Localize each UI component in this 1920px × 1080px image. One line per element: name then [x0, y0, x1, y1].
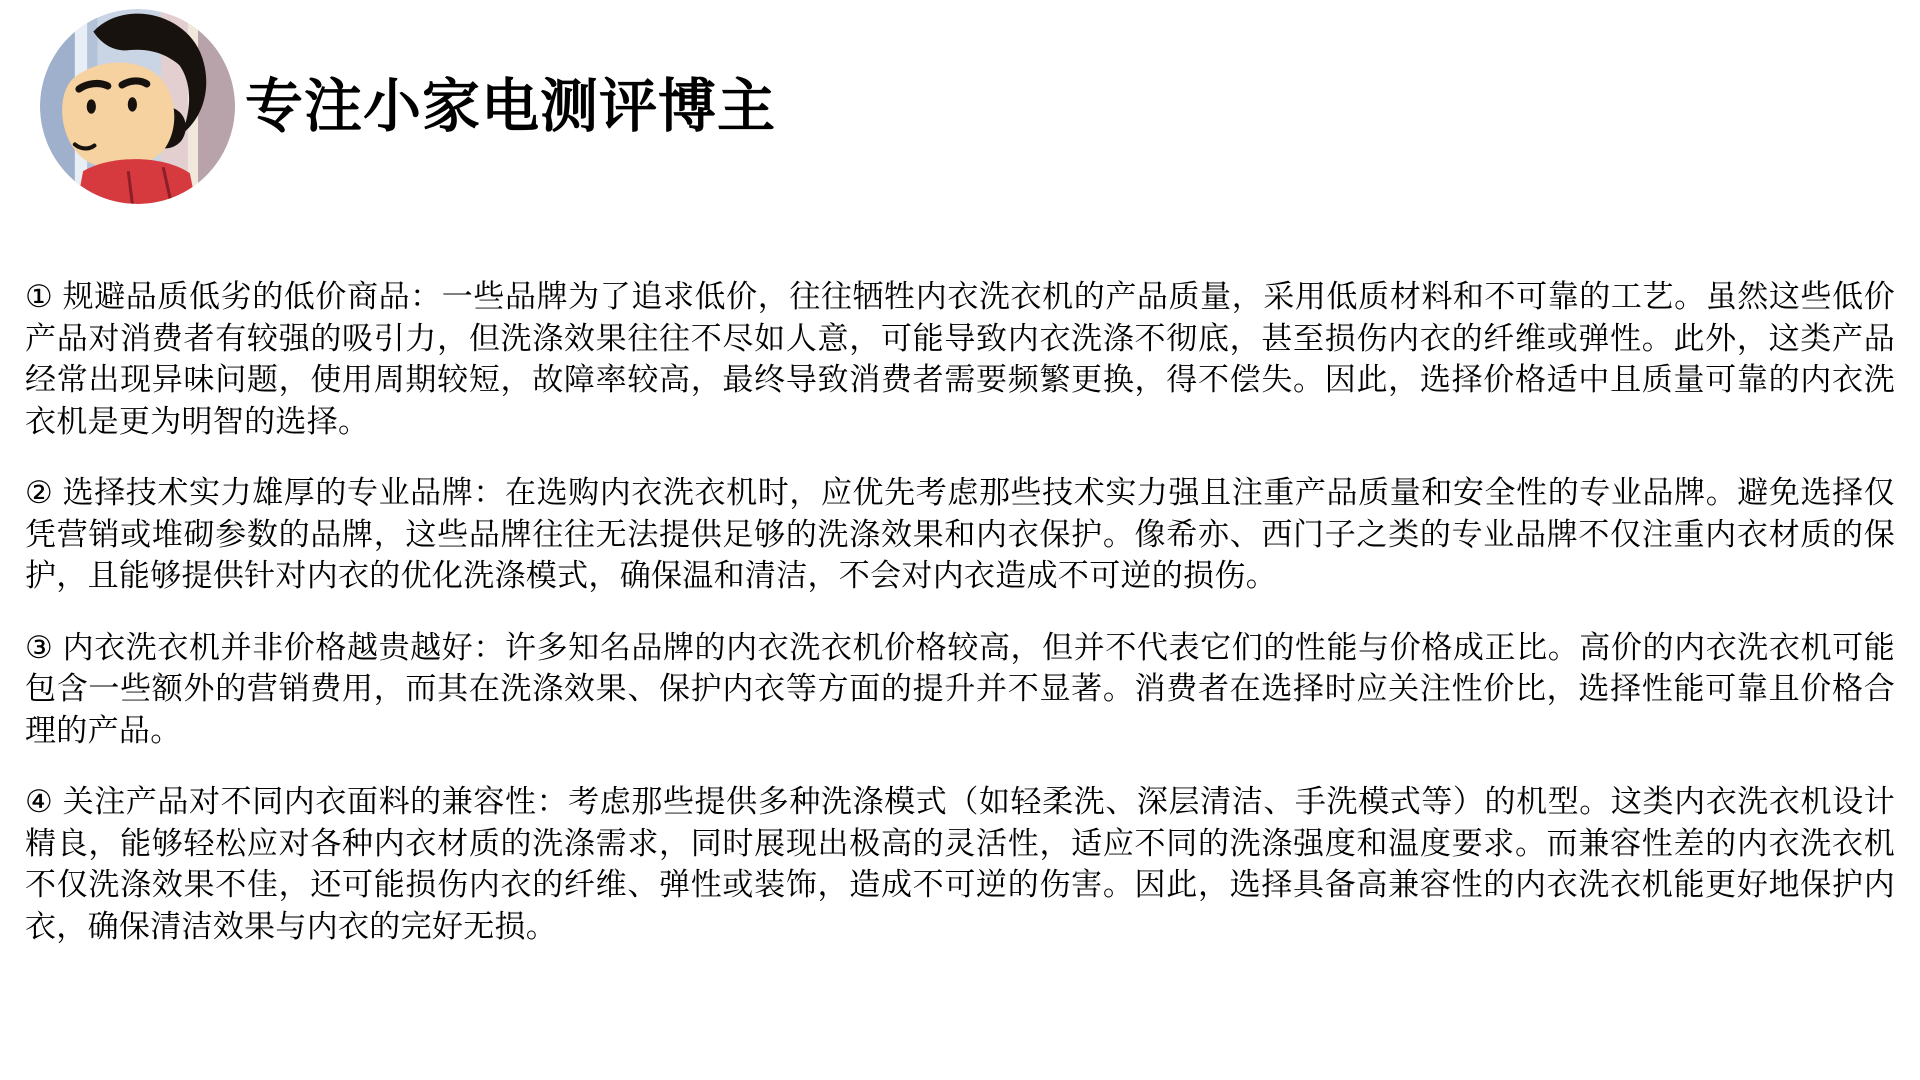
avatar-image: [40, 9, 235, 204]
paragraph-tip-1: ① 规避品质低劣的低价商品：一些品牌为了追求低价，往往牺牲内衣洗衣机的产品质量，采用低质材料和不可靠的工艺。虽然这些低价产品对消费者有较强的吸引力，但洗涤效果往往不尽如人意，可能导致内衣洗涤不彻底，甚至损伤内衣的纤维或弹性。此外，这类产品经常出现异味问题，使用周期较短，故障率较高，最终导致消费者需要频繁更换，得不偿失。因此，选择价格适中且质量可靠的内衣洗衣机是更为明智的选择。: [25, 279, 1895, 439]
paragraph-tip-3: ③ 内衣洗衣机并非价格越贵越好：许多知名品牌的内衣洗衣机价格较高，但并不代表它们的性能与价格成正比。高价的内衣洗衣机可能包含一些额外的营销费用，而其在洗涤效果、保护内衣等方面的提升并不显著。消费者在选择时应关注性价比，选择性能可靠且价格合理的产品。: [25, 629, 1895, 748]
post-body: [0, 205, 1920, 947]
avatar: [40, 9, 235, 204]
paragraph-tip-2: ② 选择技术实力雄厚的专业品牌：在选购内衣洗衣机时，应优先考虑那些技术实力强且注重产品质量和安全性的专业品牌。避免选择仅凭营销或堆砌参数的品牌，这些品牌往往无法提供足够的洗涤效果和内衣保护。像希亦、西门子之类的专业品牌不仅注重内衣材质的保护，且能够提供针对内衣的优化洗涤模式，确保温和清洁，不会对内衣造成不可逆的损伤。: [25, 475, 1895, 593]
paragraph-tip-4: ④ 关注产品对不同内衣面料的兼容性：考虑那些提供多种洗涤模式（如轻柔洗、深层清洁、手洗模式等）的机型。这类内衣洗衣机设计精良，能够轻松应对各种内衣材质的洗涤需求，同时展现出极高的灵活性，适应不同的洗涤强度和温度要求。而兼容性差的内衣洗衣机不仅洗涤效果不佳，还可能损伤内衣的纤维、弹性或装饰，造成不可逆的伤害。因此，选择具备高兼容性的内衣洗衣机能更好地保护内衣，确保清洁效果与内衣的完好无损。: [25, 784, 1895, 944]
post-header: [0, 0, 1920, 205]
page-title: 专注小家电测评博主: [245, 73, 777, 139]
